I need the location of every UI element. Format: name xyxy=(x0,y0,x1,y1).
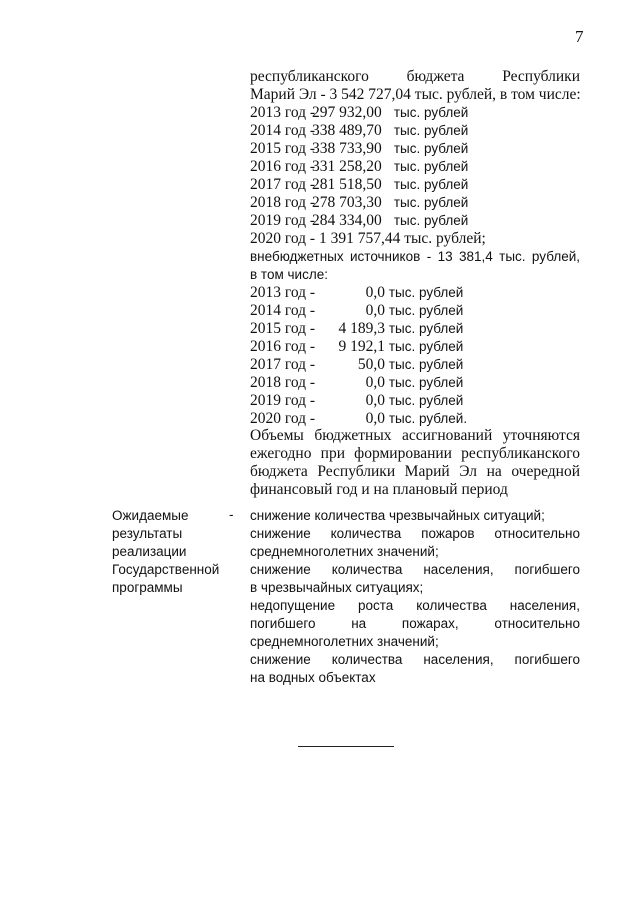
amount-value: 297 932,00 xyxy=(312,104,382,121)
note-line: ежегодно при формировании республиканского xyxy=(250,445,580,462)
unit-label: тыс. рублей xyxy=(388,303,464,318)
page-number: 7 xyxy=(575,27,584,46)
unit-label: тыс. рублей xyxy=(388,357,464,372)
results-label-line: реализации xyxy=(112,544,187,559)
results-label-line: Государственной xyxy=(112,562,220,577)
results-label-line: Ожидаемые xyxy=(112,508,189,523)
unit-label: тыс. рублей xyxy=(388,285,464,300)
amount-value: 4 189,3 xyxy=(338,320,385,337)
budget-year-row xyxy=(250,176,468,194)
year-label: 2017 год - xyxy=(250,356,316,373)
amount-value: 0,0 xyxy=(365,302,385,319)
label-dash: - xyxy=(229,507,234,522)
amount-value: 278 703,30 xyxy=(312,194,382,211)
result-line: погибшего на пожарах, относительно xyxy=(250,616,580,631)
extrabudget-year-row xyxy=(250,320,463,338)
year-label: 2018 год - xyxy=(250,374,316,391)
result-line: в чрезвычайных ситуациях; xyxy=(250,580,424,595)
amount-value: 338 733,90 xyxy=(312,140,382,157)
budget-line-1: республиканского бюджета Республики xyxy=(250,68,580,85)
unit-label: тыс. рублей. xyxy=(388,411,468,426)
unit-label: тыс. рублей xyxy=(393,177,469,192)
budget-2020-line: 2020 год - 1 391 757,44 тыс. рублей; xyxy=(250,230,486,247)
budget-year-row xyxy=(250,212,468,230)
results-label-line: программы xyxy=(112,580,183,595)
result-line: среднемноголетних значений; xyxy=(250,544,439,559)
extrabudget-year-row xyxy=(250,284,463,302)
extrabudget-year-row xyxy=(250,302,463,320)
unit-label: тыс. рублей xyxy=(388,321,464,336)
unit-label: тыс. рублей xyxy=(393,123,469,138)
result-line: среднемноголетних значений; xyxy=(250,634,439,649)
result-line: снижение количества чрезвычайных ситуаций; xyxy=(250,508,545,523)
amount-value: 50,0 xyxy=(357,356,385,373)
result-line: снижение количества пожаров относительно xyxy=(250,526,580,541)
year-label: 2016 год - xyxy=(250,338,316,355)
amount-value: 0,0 xyxy=(365,284,385,301)
amount-value: 331 258,20 xyxy=(312,158,382,175)
year-label: 2019 год - xyxy=(250,392,316,409)
unit-label: тыс. рублей xyxy=(388,375,464,390)
extrabudget-year-row xyxy=(250,410,467,428)
year-label: 2018 год - xyxy=(250,194,316,211)
result-line: снижение количества населения, погибшего xyxy=(250,652,580,667)
unit-label: тыс. рублей xyxy=(388,393,464,408)
note-line: Объемы бюджетных ассигнований уточняются xyxy=(250,427,580,444)
year-label: 2020 год - xyxy=(250,410,316,427)
unit-label: тыс. рублей xyxy=(393,159,469,174)
budget-year-row xyxy=(250,140,468,158)
unit-label: тыс. рублей xyxy=(388,339,464,354)
extrabudget-year-row xyxy=(250,338,463,356)
extrabudget-year-row xyxy=(250,374,463,392)
unit-label: тыс. рублей xyxy=(393,141,469,156)
unit-label: тыс. рублей xyxy=(393,195,469,210)
budget-line-2: Марий Эл - 3 542 727,04 тыс. рублей, в том числе: xyxy=(250,86,581,103)
year-label: 2014 год - xyxy=(250,302,316,319)
year-label: 2013 год - xyxy=(250,104,316,121)
amount-value: 281 518,50 xyxy=(312,176,382,193)
amount-value: 0,0 xyxy=(365,392,385,409)
amount-value: 284 334,00 xyxy=(312,212,382,229)
extrabudget-line-2: в том числе: xyxy=(250,267,328,282)
year-label: 2015 год - xyxy=(250,320,316,337)
year-label: 2015 год - xyxy=(250,140,316,157)
note-line: финансовый год и на плановый период xyxy=(250,481,508,498)
year-label: 2019 год - xyxy=(250,212,316,229)
year-label: 2014 год - xyxy=(250,122,316,139)
results-label-line: результаты xyxy=(112,526,183,541)
amount-value: 0,0 xyxy=(365,374,385,391)
result-line: снижение количества населения, погибшего xyxy=(250,562,580,577)
budget-year-row xyxy=(250,194,468,212)
year-label: 2016 год - xyxy=(250,158,316,175)
amount-value: 0,0 xyxy=(365,410,385,427)
extrabudget-year-row xyxy=(250,392,463,410)
result-line: на водных объектах xyxy=(250,670,376,685)
budget-year-row xyxy=(250,122,468,140)
budget-year-row xyxy=(250,104,468,122)
result-line: недопущение роста количества населения, xyxy=(250,598,580,613)
budget-year-row xyxy=(250,158,468,176)
note-line: бюджета Республики Марий Эл на очередной xyxy=(250,463,580,480)
amount-value: 9 192,1 xyxy=(338,338,385,355)
year-label: 2017 год - xyxy=(250,176,316,193)
end-separator-line xyxy=(298,746,394,747)
extrabudget-year-row xyxy=(250,356,463,374)
unit-label: тыс. рублей xyxy=(393,105,469,120)
unit-label: тыс. рублей xyxy=(393,213,469,228)
extrabudget-line-1: внебюджетных источников - 13 381,4 тыс. рублей, xyxy=(250,249,580,264)
amount-value: 338 489,70 xyxy=(312,122,382,139)
year-label: 2013 год - xyxy=(250,284,316,301)
